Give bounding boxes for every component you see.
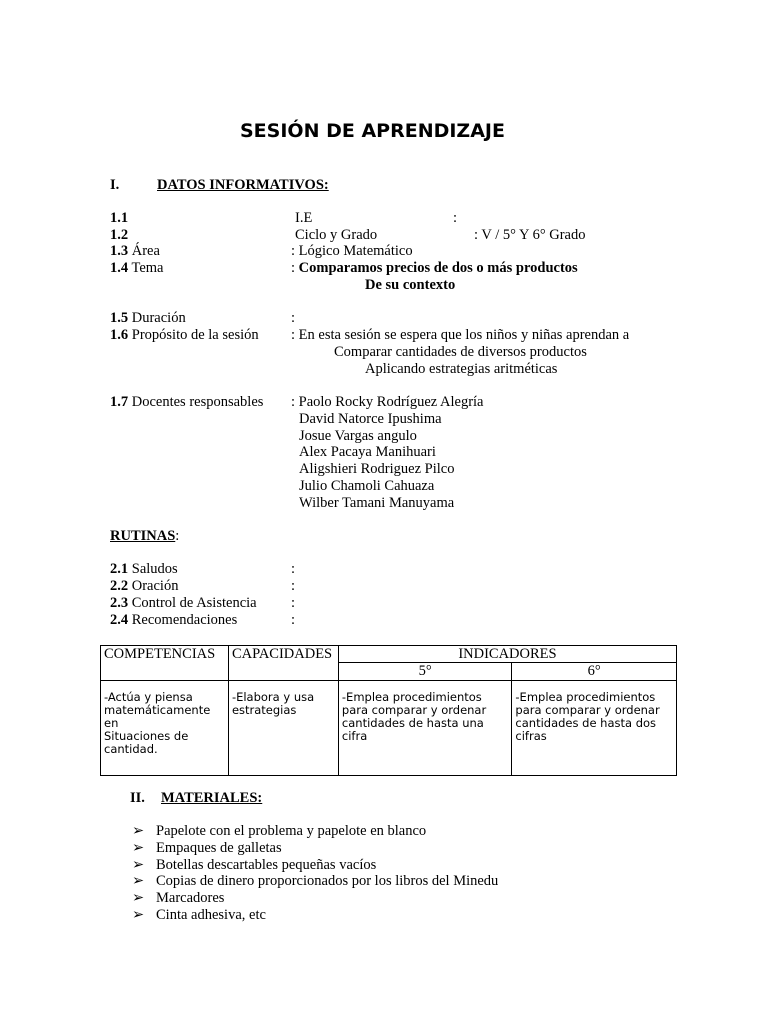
rutina-item-value: : (291, 612, 296, 628)
cell-line: cifra (341, 729, 368, 743)
cell-line: cantidad. (104, 742, 158, 756)
list-item-text: Papelote con el problema y papelote en blanco (156, 823, 427, 839)
field-number: 1.5 (110, 310, 129, 326)
arrow-bullet-icon: ➢ (132, 840, 145, 856)
field-1-3-label (110, 243, 160, 260)
cell-line: cifras (515, 729, 547, 743)
section-number: I. (110, 177, 120, 193)
field-1-4-value (291, 260, 578, 277)
list-item-text: Botellas descartables pequeñas vacíos (156, 857, 377, 873)
rutina-label: Control de Asistencia (128, 595, 257, 611)
rutina-item-value: : (291, 578, 296, 594)
field-1-1-value: : (453, 210, 458, 226)
arrow-bullet-icon: ➢ (132, 857, 145, 873)
rutina-item-value: : (291, 561, 296, 577)
field-1-6-label (110, 327, 259, 344)
header-indicadores: INDICADORES (338, 646, 676, 663)
section-number: II. (130, 790, 145, 806)
rutina-label: Recomendaciones (128, 612, 238, 628)
field-label: Duración (128, 310, 186, 326)
docente-name: Julio Chamoli Cahuaza (299, 478, 435, 494)
competencias-table (100, 645, 677, 776)
header-grade-6: 6° (512, 663, 677, 681)
rutina-number: 2.3 (110, 595, 129, 611)
cell-indicador-5 (338, 681, 512, 776)
field-1-5-label (110, 310, 186, 327)
list-item (132, 857, 376, 874)
arrow-bullet-icon: ➢ (132, 873, 145, 889)
list-item (132, 823, 426, 840)
rutina-label: Oración (128, 578, 179, 594)
field-1-5-value: : (291, 310, 296, 326)
header-capacidades: CAPACIDADES (228, 646, 338, 681)
cell-indicador-6 (512, 681, 677, 776)
list-item-text: Marcadores (156, 890, 225, 906)
field-1-6-value-line2: Comparar cantidades de diversos productos (334, 344, 587, 360)
field-label: Área (128, 243, 160, 259)
cell-line: Situaciones de (104, 729, 189, 743)
docente-name: David Natorce Ipushima (299, 411, 442, 427)
list-item (132, 907, 266, 924)
rutina-item-label (110, 561, 178, 578)
field-number: 1.2 (110, 227, 129, 243)
list-item (132, 890, 224, 907)
rutinas-suffix: : (175, 528, 180, 544)
cell-line: cantidades de hasta una (341, 716, 484, 730)
docente-name: Josue Vargas angulo (299, 428, 417, 444)
cell-capacidad (228, 681, 338, 776)
rutina-item-label (110, 612, 237, 629)
cell-line: estrategias (231, 703, 297, 717)
section-2-label (161, 790, 262, 807)
field-number: 1.6 (110, 327, 129, 343)
list-item-text: Copias de dinero proporcionados por los libros del Minedu (156, 873, 499, 889)
docente-name: Alex Pacaya Manihuari (299, 444, 436, 460)
cell-line: cantidades de hasta dos (515, 716, 657, 730)
field-1-7-label (110, 394, 263, 411)
header-competencias: COMPETENCIAS (101, 646, 229, 681)
field-label: Docentes responsables (128, 394, 264, 410)
field-value-bold: Comparamos precios de dos o más productos (298, 260, 578, 276)
section-1-label (157, 177, 329, 194)
section-1-heading (110, 177, 119, 194)
field-1-6-value: : En esta sesión se espera que los niños y niñas aprendan a (291, 327, 630, 343)
field-number: 1.1 (110, 210, 129, 226)
rutina-item-value: : (291, 595, 296, 611)
field-label: Tema (128, 260, 164, 276)
docente-name: Wilber Tamani Manuyama (299, 495, 455, 511)
rutina-label: Saludos (128, 561, 178, 577)
header-grade-5: 5° (338, 663, 512, 681)
field-label: Propósito de la sesión (128, 327, 259, 343)
field-1-2-value: : V / 5° Y 6° Grado (474, 227, 586, 243)
field-1-3-value: : Lógico Matemático (291, 243, 413, 259)
rutina-number: 2.2 (110, 578, 129, 594)
section-label: DATOS INFORMATIVOS: (157, 177, 329, 193)
rutinas-heading (110, 528, 179, 545)
cell-line: matemáticamente (104, 703, 211, 717)
cell-line: para comparar y ordenar (515, 703, 660, 717)
document-title: SESIÓN DE APRENDIZAJE (240, 120, 505, 142)
field-1-6-value-line3: Aplicando estrategias aritméticas (365, 361, 558, 377)
rutinas-label: RUTINAS (110, 528, 176, 544)
field-number: 1.7 (110, 394, 129, 410)
list-item (132, 840, 282, 857)
rutina-item-label (110, 595, 257, 612)
cell-line: para comparar y ordenar (341, 703, 487, 717)
field-1-1-value-label: I.E (295, 210, 313, 226)
field-value-bold: De su contexto (365, 277, 456, 293)
rutina-number: 2.4 (110, 612, 129, 628)
docente-name: Aligshieri Rodriguez Pilco (299, 461, 455, 477)
field-1-4-label (110, 260, 163, 277)
cell-line: -Emplea procedimientos (515, 690, 656, 704)
cell-line: -Emplea procedimientos (341, 690, 482, 704)
field-1-2-label (110, 227, 128, 244)
field-1-2-value-label: Ciclo y Grado (295, 227, 378, 243)
list-item-text: Cinta adhesiva, etc (156, 907, 266, 923)
field-1-4-value-line2 (365, 277, 455, 294)
field-number: 1.4 (110, 260, 129, 276)
arrow-bullet-icon: ➢ (132, 890, 145, 906)
field-colon: : (291, 260, 299, 276)
list-item (132, 873, 498, 890)
list-item-text: Empaques de galletas (156, 840, 282, 856)
arrow-bullet-icon: ➢ (132, 907, 145, 923)
arrow-bullet-icon: ➢ (132, 823, 145, 839)
cell-line: en (104, 716, 119, 730)
cell-line: -Elabora y usa (231, 690, 315, 704)
section-label: MATERIALES: (161, 790, 263, 806)
field-1-7-value: : Paolo Rocky Rodríguez Alegría (291, 394, 484, 410)
field-1-1-label (110, 210, 128, 227)
section-2-heading (130, 790, 145, 807)
cell-competencia (101, 681, 229, 776)
cell-line: -Actúa y piensa (104, 690, 193, 704)
field-number: 1.3 (110, 243, 129, 259)
rutina-number: 2.1 (110, 561, 129, 577)
rutina-item-label (110, 578, 178, 595)
